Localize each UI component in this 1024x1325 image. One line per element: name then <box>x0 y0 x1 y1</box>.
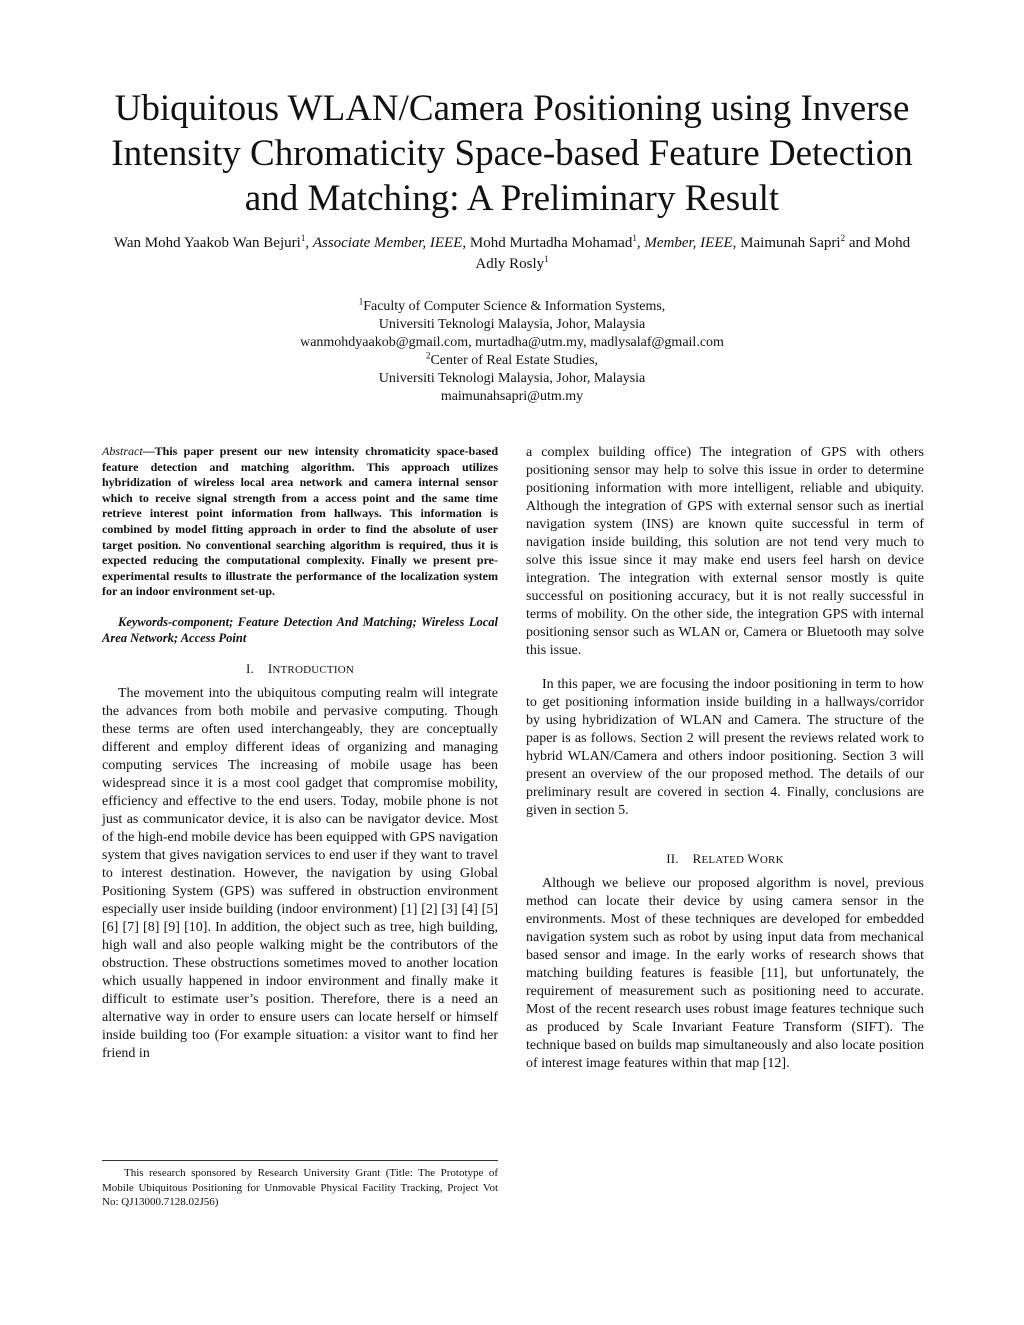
author-affil-mark: 1 <box>632 233 637 243</box>
author-name: Mohd Murtadha Mohamad <box>469 235 633 251</box>
affiliation-2-email: maimunahsapri@utm.my <box>440 389 584 404</box>
abstract <box>102 444 498 600</box>
section-title-ork: ORK <box>759 854 784 866</box>
author-role: Associate Member, IEEE <box>312 235 463 251</box>
affiliation-1-dept: Faculty of Computer Science & Information Systems, <box>363 299 666 314</box>
right-column <box>526 444 924 1073</box>
intro-paragraph-1: The movement into the ubiquitous computing realm will integrate the advances from both mobile and pervasive computing. Though these terms are often used interchangeably, they are conceptually different and employ different ideas of organizing and managing computing services The increasing of mobile usage has been widespread since it is a most cool gadget that compromise mobility, efficiency and effective to the end users. Today, mobile phone is not just as communicator device, it is also can be navigator device. Most of the high-end mobile device has been equipped with GPS navigation system that gives navigation services to end user if they want to travel to interest destination. However, the navigation by using Global Positioning System (GPS) was suffered in obstruction environment especially user inside building (indoor environment) [1] [2] [3] [4] [5] [6] [7] [8] [9] [10]. In addition, the object such as tree, high building, high wall and also people walking might be the contributors of the obstruction. These obstructions sometimes moved to another location which usually happened in indoor environment and finally make it difficult to estimate user’s position. Therefore, there is a need an alternative way in order to ensure users can locate herself or himself inside building too (For example situation: a visitor want to find her friend in <box>102 685 498 1061</box>
author-list: Wan Mohd Yaakob Wan Bejuri$^1$, Associate Member, IEEE, Mohd Murtadha Mohamad$^1$, Member, IEEE, Maimunah Sapri$^2$ and Mohd Adly Rosly$^1$ <box>113 233 911 272</box>
abstract-label: Abstract <box>102 444 143 458</box>
related-work-paragraph-1: Although we believe our proposed algorithm is novel, previous method can locate their device by using camera sensor in the environments. Most of these techniques are developed for embedded navigation system such as robot by using input data from mechanical based sensor and image. In the early works of research shows that matching building features is feasible [11], but unfortunately, the requirement of measurement such as positioning need to accurate. Most of the recent research uses robust image features technique such as produced by Scale Invariant Feature Transform (SIFT). The technique based on builds map simultaneously and also locate position of interest image features within that map [12]. <box>526 876 924 1071</box>
footnote-text: This research sponsored by Research University Grant (Title: The Prototype of Mobile Ubiquitous Positioning for Unmovable Physical Facility Tracking, Project Vot No: QJ13000.7128.02J56) <box>102 1167 498 1208</box>
intro-paragraph-2: In this paper, we are focusing the indoor positioning in term to how to get positioning information inside building in a hallways/corridor by using hybridization of WLAN and Camera. The structure of the paper is as follows. Section 2 will present the reviews related work to hybrid WLAN/Camera and others indoor positioning. Section 3 will present an overview of the our proposed method. The details of our preliminary result are covered in section 4. Finally, conclusions are given in section 5. <box>526 677 924 818</box>
paper-title: Ubiquitous WLAN/Camera Positioning using Inverse Intensity Chromaticity Space-based Feature Detection and Matching: A Preliminary Result <box>111 88 913 219</box>
section-title-first: I <box>267 660 273 676</box>
affil-mark: 1 <box>358 296 364 307</box>
author-affil-mark: 2 <box>840 233 846 243</box>
footnote <box>102 1160 498 1210</box>
affiliation-1-emails: wanmohdyaakob@gmail.com, murtadha@utm.my, madlysalaf@gmail.com <box>300 335 724 350</box>
author-affil-mark: 1 <box>300 233 306 243</box>
abstract-dash: — <box>142 444 155 458</box>
author-name: Maimunah Sapri <box>740 235 841 251</box>
affiliation-1-univ: Universiti Teknologi Malaysia, Johor, Malaysia <box>378 317 646 332</box>
section-heading-introduction <box>102 660 498 679</box>
section-title-r: R <box>692 851 702 866</box>
section-number: II. <box>666 851 679 866</box>
section-title-w: W <box>747 851 760 866</box>
author-name: Mohd Adly Rosly <box>475 235 911 272</box>
left-column <box>102 444 498 1063</box>
affiliations <box>200 298 824 406</box>
section-number: I. <box>246 660 254 676</box>
abstract-text: This paper present our new intensity chromaticity space-based feature detection and matching algorithm. This approach utilizes hybridization of wireless local area network and camera internal sensor which to receive signal strength from a access point and the same time retrieve interest point information from hallways. This information is combined by model fitting approach in order to find the absolute of user target position. No conventional searching algorithm is required, thus it is expected reducing the computational complexity. Finally we present pre-experimental results to illustrate the performance of the localization system for an indoor environment set-up. <box>102 444 498 599</box>
author-name: Wan Mohd Yaakob Wan Bejuri <box>113 235 301 251</box>
affiliation-2-univ: Universiti Teknologi Malaysia, Johor, Malaysia <box>378 371 646 386</box>
intro-paragraph-1-continued: a complex building office) The integration of GPS with others positioning sensor may help to solve this issue in order to determine positioning information with more intelligent, reliable and ubiquity. Although the integration of GPS with external sensor such as inertial navigation system (INS) are known quite successful in term of navigation inside building, this solution are not tend very much to solve this issue since it may make end users feel harsh on device integration. The integration with external sensor mostly is quite successful on positioning accuracy, but it is not really successful in terms of mobility. On the other side, the integration GPS with internal positioning sensor such as WLAN or, Camera or Bluetooth may solve this issue. <box>526 445 924 658</box>
affil-mark: 2 <box>425 350 431 361</box>
keywords: Keywords-component; Feature Detection And Matching; Wireless Local Area Network; Access Point <box>102 614 498 645</box>
affiliation-2-dept: Center of Real Estate Studies, <box>430 353 599 368</box>
author-affil-mark: 1 <box>544 254 549 264</box>
section-title-rest: NTRODUCTION <box>272 663 354 676</box>
section-heading-related-work <box>526 850 924 869</box>
section-title-elated: ELATED <box>701 854 745 866</box>
author-role: Member, IEEE <box>644 235 733 251</box>
